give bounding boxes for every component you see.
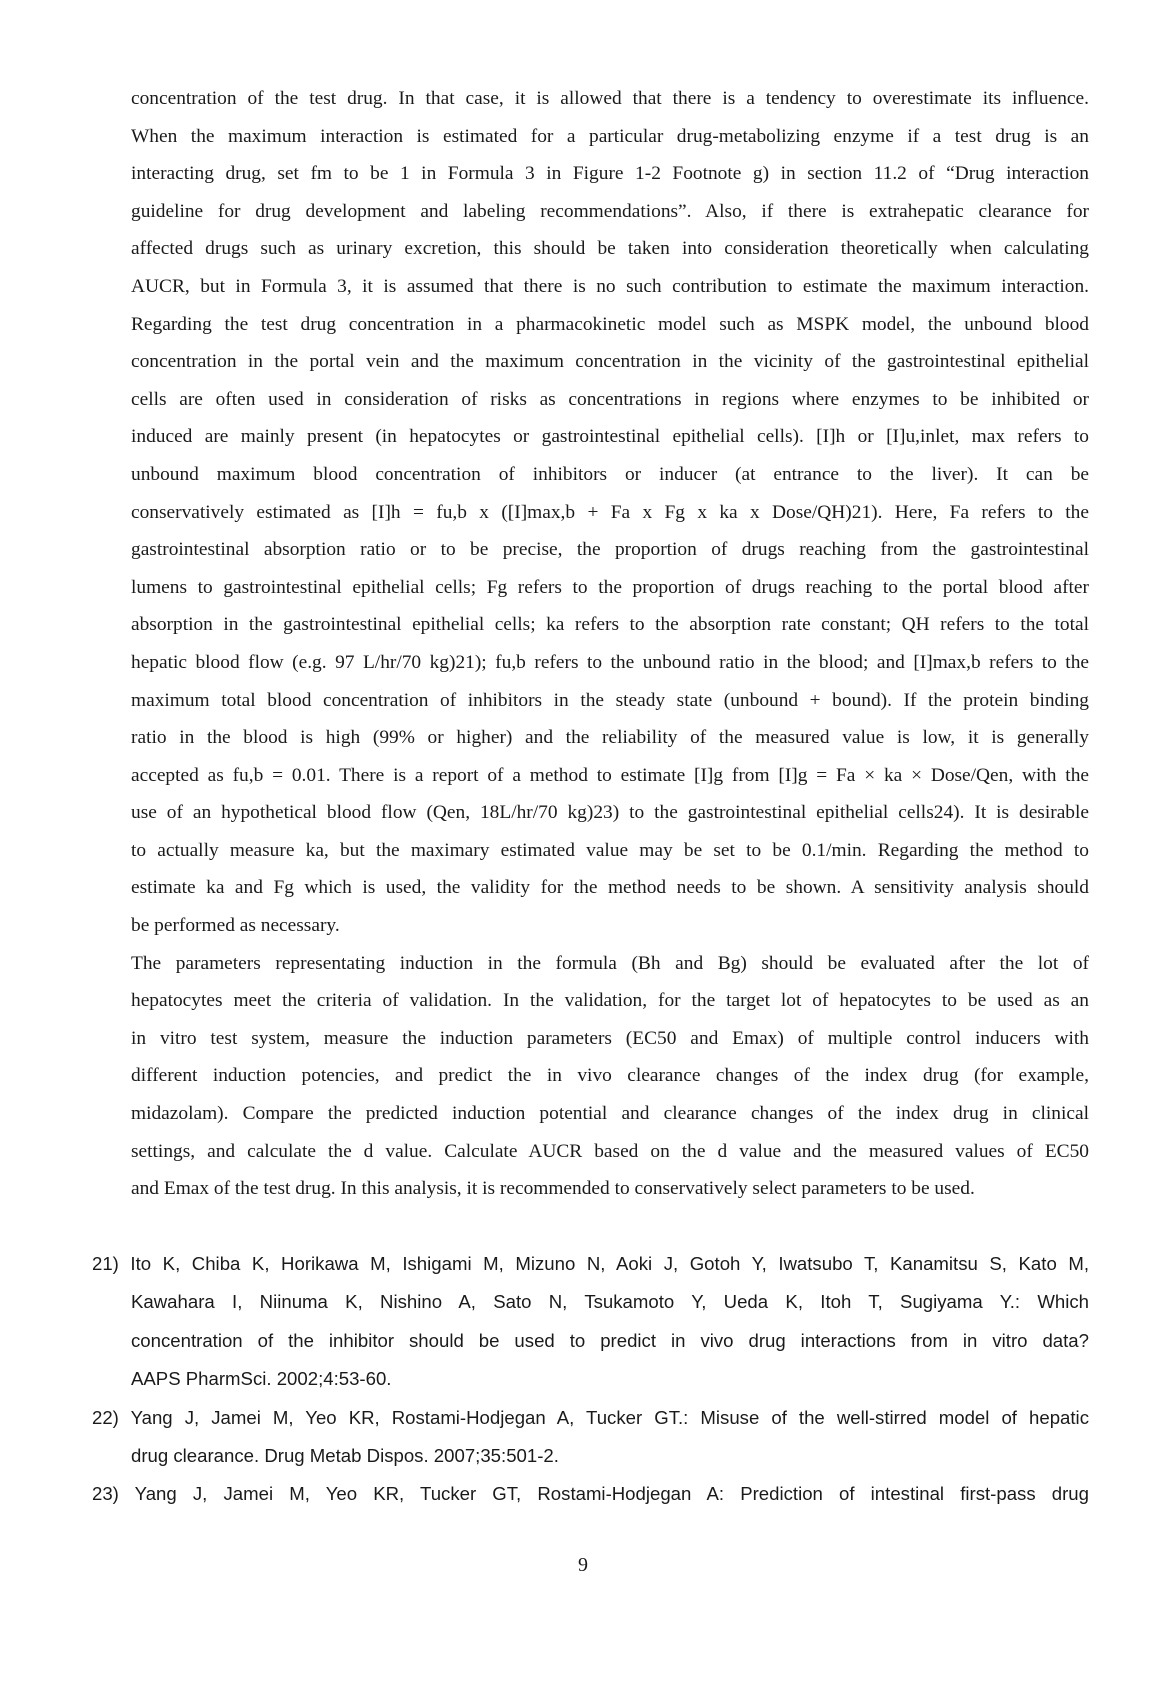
reference-line: 21) Ito K, Chiba K, Horikawa M, Ishigami M, Mizuno N, Aoki J, Gotoh Y, Iwatsubo T, Kanamitsu S, Kato M, xyxy=(92,1253,1089,1274)
paragraph-1 xyxy=(131,80,1089,945)
text-line: concentration of the test drug. In that case, it is allowed that there is a tendency to overestimate its influence. xyxy=(131,88,1089,109)
text-line: midazolam). Compare the predicted induction potential and clearance changes of the index drug in clinical xyxy=(131,1103,1089,1125)
reference-line: AAPS PharmSci. 2002;4:53-60. xyxy=(131,1368,392,1390)
text-line: interacting drug, set fm to be 1 in Formula 3 in Figure 1-2 Footnote g) in section 11.2 of “Drug interaction xyxy=(131,163,1089,185)
text-line: in vitro test system, measure the induction parameters (EC50 and Emax) of multiple control inducers with xyxy=(131,1027,1089,1049)
reference-item xyxy=(92,1245,1089,1399)
text-line: use of an hypothetical blood flow (Qen, 18L/hr/70 kg)23) to the gastrointestinal epithelial cells24). It is desirable xyxy=(131,802,1089,824)
text-line: unbound maximum blood concentration of inhibitors or inducer (at entrance to the liver). It can be xyxy=(131,463,1089,485)
references-list xyxy=(92,1245,1089,1514)
reference-line: drug clearance. Drug Metab Dispos. 2007;35:501-2. xyxy=(131,1445,559,1467)
text-line: ratio in the blood is high (99% or higher) and the reliability of the measured value is low, it is generally xyxy=(131,727,1089,749)
text-line: be performed as necessary. xyxy=(131,915,340,937)
text-line: cells are often used in consideration of risks as concentrations in regions where enzymes to be inhibited or xyxy=(131,388,1089,410)
paragraph-2 xyxy=(131,945,1089,1208)
text-line: to actually measure ka, but the maximary estimated value may be set to be 0.1/min. Regarding the method to xyxy=(131,839,1089,861)
body-text xyxy=(131,80,1089,1208)
text-line: maximum total blood concentration of inhibitors in the steady state (unbound + bound). If the protein binding xyxy=(131,689,1089,711)
text-line: When the maximum interaction is estimated for a particular drug-metabolizing enzyme if a test drug is an xyxy=(131,125,1089,147)
reference-line: 23) Yang J, Jamei M, Yeo KR, Tucker GT, Rostami-Hodjegan A: Prediction of intestinal first-pass drug xyxy=(92,1483,1089,1505)
text-line: guideline for drug development and labeling recommendations”. Also, if there is extrahepatic clearance for xyxy=(131,200,1089,222)
text-line: Regarding the test drug concentration in a pharmacokinetic model such as MSPK model, the unbound blood xyxy=(131,313,1089,335)
text-line: settings, and calculate the d value. Calculate AUCR based on the d value and the measured values of EC50 xyxy=(131,1140,1089,1162)
reference-item xyxy=(92,1475,1089,1513)
reference-line: 22) Yang J, Jamei M, Yeo KR, Rostami-Hodjegan A, Tucker GT.: Misuse of the well-stirred model of hepatic xyxy=(92,1406,1089,1428)
text-line: and Emax of the test drug. In this analysis, it is recommended to conservatively select parameters to be used. xyxy=(131,1178,975,1200)
text-line: different induction potencies, and predict the in vivo clearance changes of the index drug (for example, xyxy=(131,1065,1089,1087)
text-line: AUCR, but in Formula 3, it is assumed that there is no such contribution to estimate the maximum interaction. xyxy=(131,275,1089,297)
page-number: 9 xyxy=(578,1554,588,1576)
reference-line: concentration of the inhibitor should be used to predict in vivo drug interactions from in vitro data? xyxy=(131,1329,1089,1351)
text-line: concentration in the portal vein and the maximum concentration in the vicinity of the gastrointestinal epithelial xyxy=(131,351,1089,373)
text-line: accepted as fu,b = 0.01. There is a report of a method to estimate [I]g from [I]g = Fa × ka × Dose/Qen, with the xyxy=(131,764,1089,786)
text-line: conservatively estimated as [I]h = fu,b x ([I]max,b + Fa x Fg x ka x Dose/QH)21). Here, Fa refers to the xyxy=(131,501,1089,523)
text-line: estimate ka and Fg which is used, the validity for the method needs to be shown. A sensitivity analysis should xyxy=(131,877,1089,899)
text-line: lumens to gastrointestinal epithelial cells; Fg refers to the proportion of drugs reaching to the portal blood after xyxy=(131,576,1089,598)
reference-line: Kawahara I, Niinuma K, Nishino A, Sato N, Tsukamoto Y, Ueda K, Itoh T, Sugiyama Y.: Which xyxy=(131,1291,1089,1313)
text-line: The parameters representating induction in the formula (Bh and Bg) should be evaluated after the lot of xyxy=(131,952,1089,974)
text-line: absorption in the gastrointestinal epithelial cells; ka refers to the absorption rate constant; QH refers to the total xyxy=(131,614,1089,636)
text-line: induced are mainly present (in hepatocytes or gastrointestinal epithelial cells). [I]h or [I]u,inlet, max refers to xyxy=(131,426,1089,448)
reference-item xyxy=(92,1399,1089,1476)
text-line: hepatic blood flow (e.g. 97 L/hr/70 kg)21); fu,b refers to the unbound ratio in the blood; and [I]max,b refers to the xyxy=(131,651,1089,673)
text-line: hepatocytes meet the criteria of validation. In the validation, for the target lot of hepatocytes to be used as an xyxy=(131,990,1089,1012)
text-line: affected drugs such as urinary excretion, this should be taken into consideration theoretically when calculating xyxy=(131,238,1089,260)
text-line: gastrointestinal absorption ratio or to be precise, the proportion of drugs reaching from the gastrointestinal xyxy=(131,539,1089,561)
